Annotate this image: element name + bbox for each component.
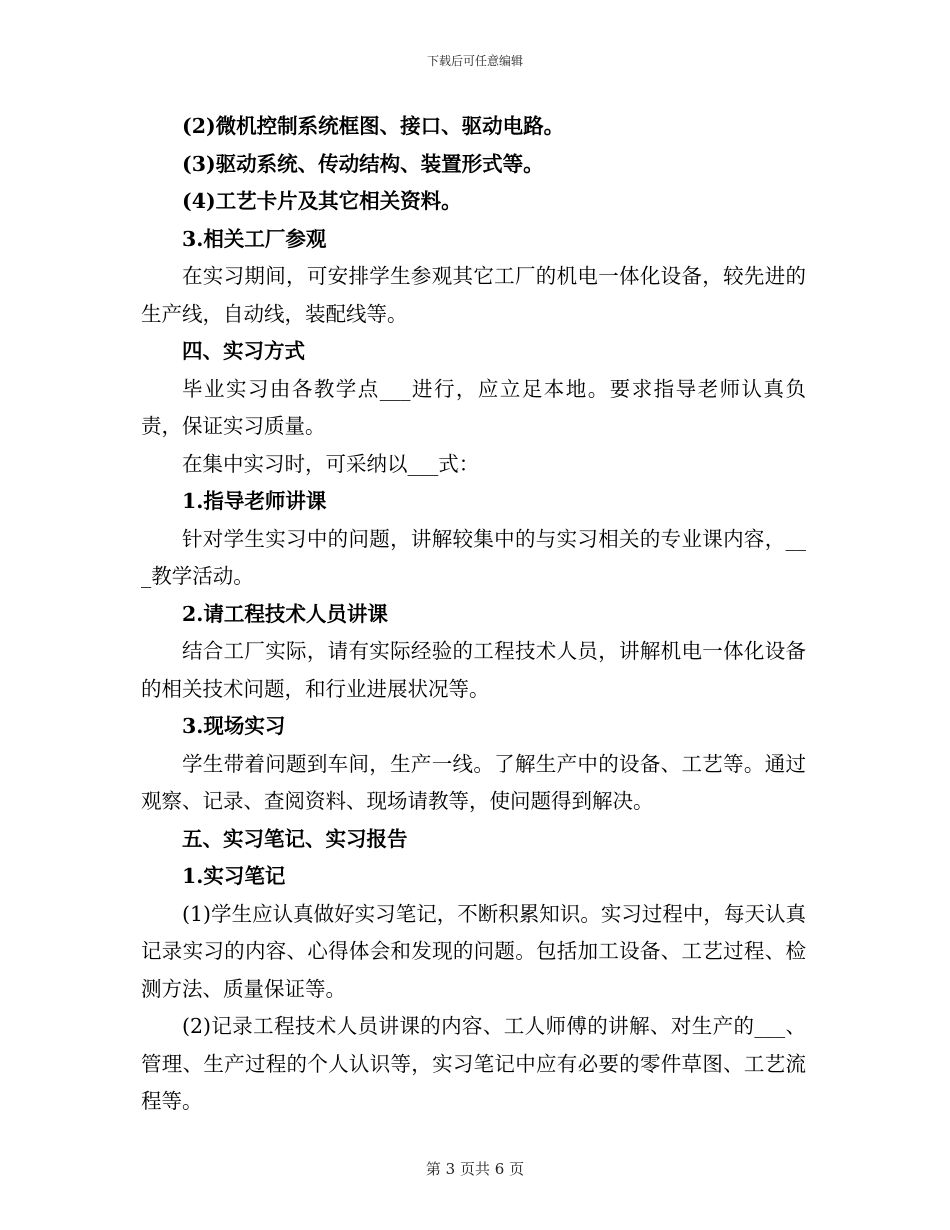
paragraph: (1)学生应认真做好实习笔记，不断积累知识。实习过程中，每天认真记录实习的内容、心得体会和发现的问题。包括加工设备、工艺过程、检测方法、质量保证等。 bbox=[141, 901, 806, 1001]
section-heading: 1.指导老师讲课 bbox=[182, 489, 327, 513]
paragraph: 结合工厂实际，请有实际经验的工程技术人员，讲解机电一体化设备的相关技术问题，和行业进展状况等。 bbox=[141, 639, 806, 701]
section-heading: 四、实习方式 bbox=[182, 339, 305, 363]
section-heading: 2.请工程技术人员讲课 bbox=[182, 601, 388, 626]
paragraph: 毕业实习由各教学点___进行，应立足本地。要求指导老师认真负责，保证实习质量。 bbox=[141, 376, 806, 438]
paragraph: (3)驱动系统、传动结构、装置形式等。 bbox=[182, 151, 544, 176]
page-number: 第 3 页共 6 页 bbox=[425, 1160, 525, 1178]
section-heading: 1.实习笔记 bbox=[182, 864, 286, 888]
paragraph: 学生带着问题到车间，生产一线。了解生产中的设备、工艺等。通过观察、记录、查阅资料、现场请教等，使问题得到解决。 bbox=[141, 751, 806, 813]
paragraph: (2)记录工程技术人员讲课的内容、工人师傅的讲解、对生产的___、管理、生产过程的个人认识等，实习笔记中应有必要的零件草图、工艺流程等。 bbox=[141, 1014, 806, 1113]
page-header: 下载后可任意编辑 bbox=[426, 54, 523, 68]
paragraph: 针对学生实习中的问题，讲解较集中的与实习相关的专业课内容，___教学活动。 bbox=[141, 526, 806, 588]
paragraph: 在实习期间，可安排学生参观其它工厂的机电一体化设备，较先进的生产线，自动线，装配线等。 bbox=[141, 264, 806, 326]
paragraph: (4)工艺卡片及其它相关资料。 bbox=[182, 189, 462, 213]
section-heading: 五、实习笔记、实习报告 bbox=[182, 826, 408, 851]
paragraph: 在集中实习时，可采纳以___式： bbox=[182, 451, 480, 476]
section-heading: 3.现场实习 bbox=[182, 714, 286, 738]
section-heading: 3.相关工厂参观 bbox=[182, 226, 327, 251]
document-body bbox=[141, 108, 806, 1121]
paragraph: (2)微机控制系统框图、接口、驱动电路。 bbox=[182, 114, 565, 138]
